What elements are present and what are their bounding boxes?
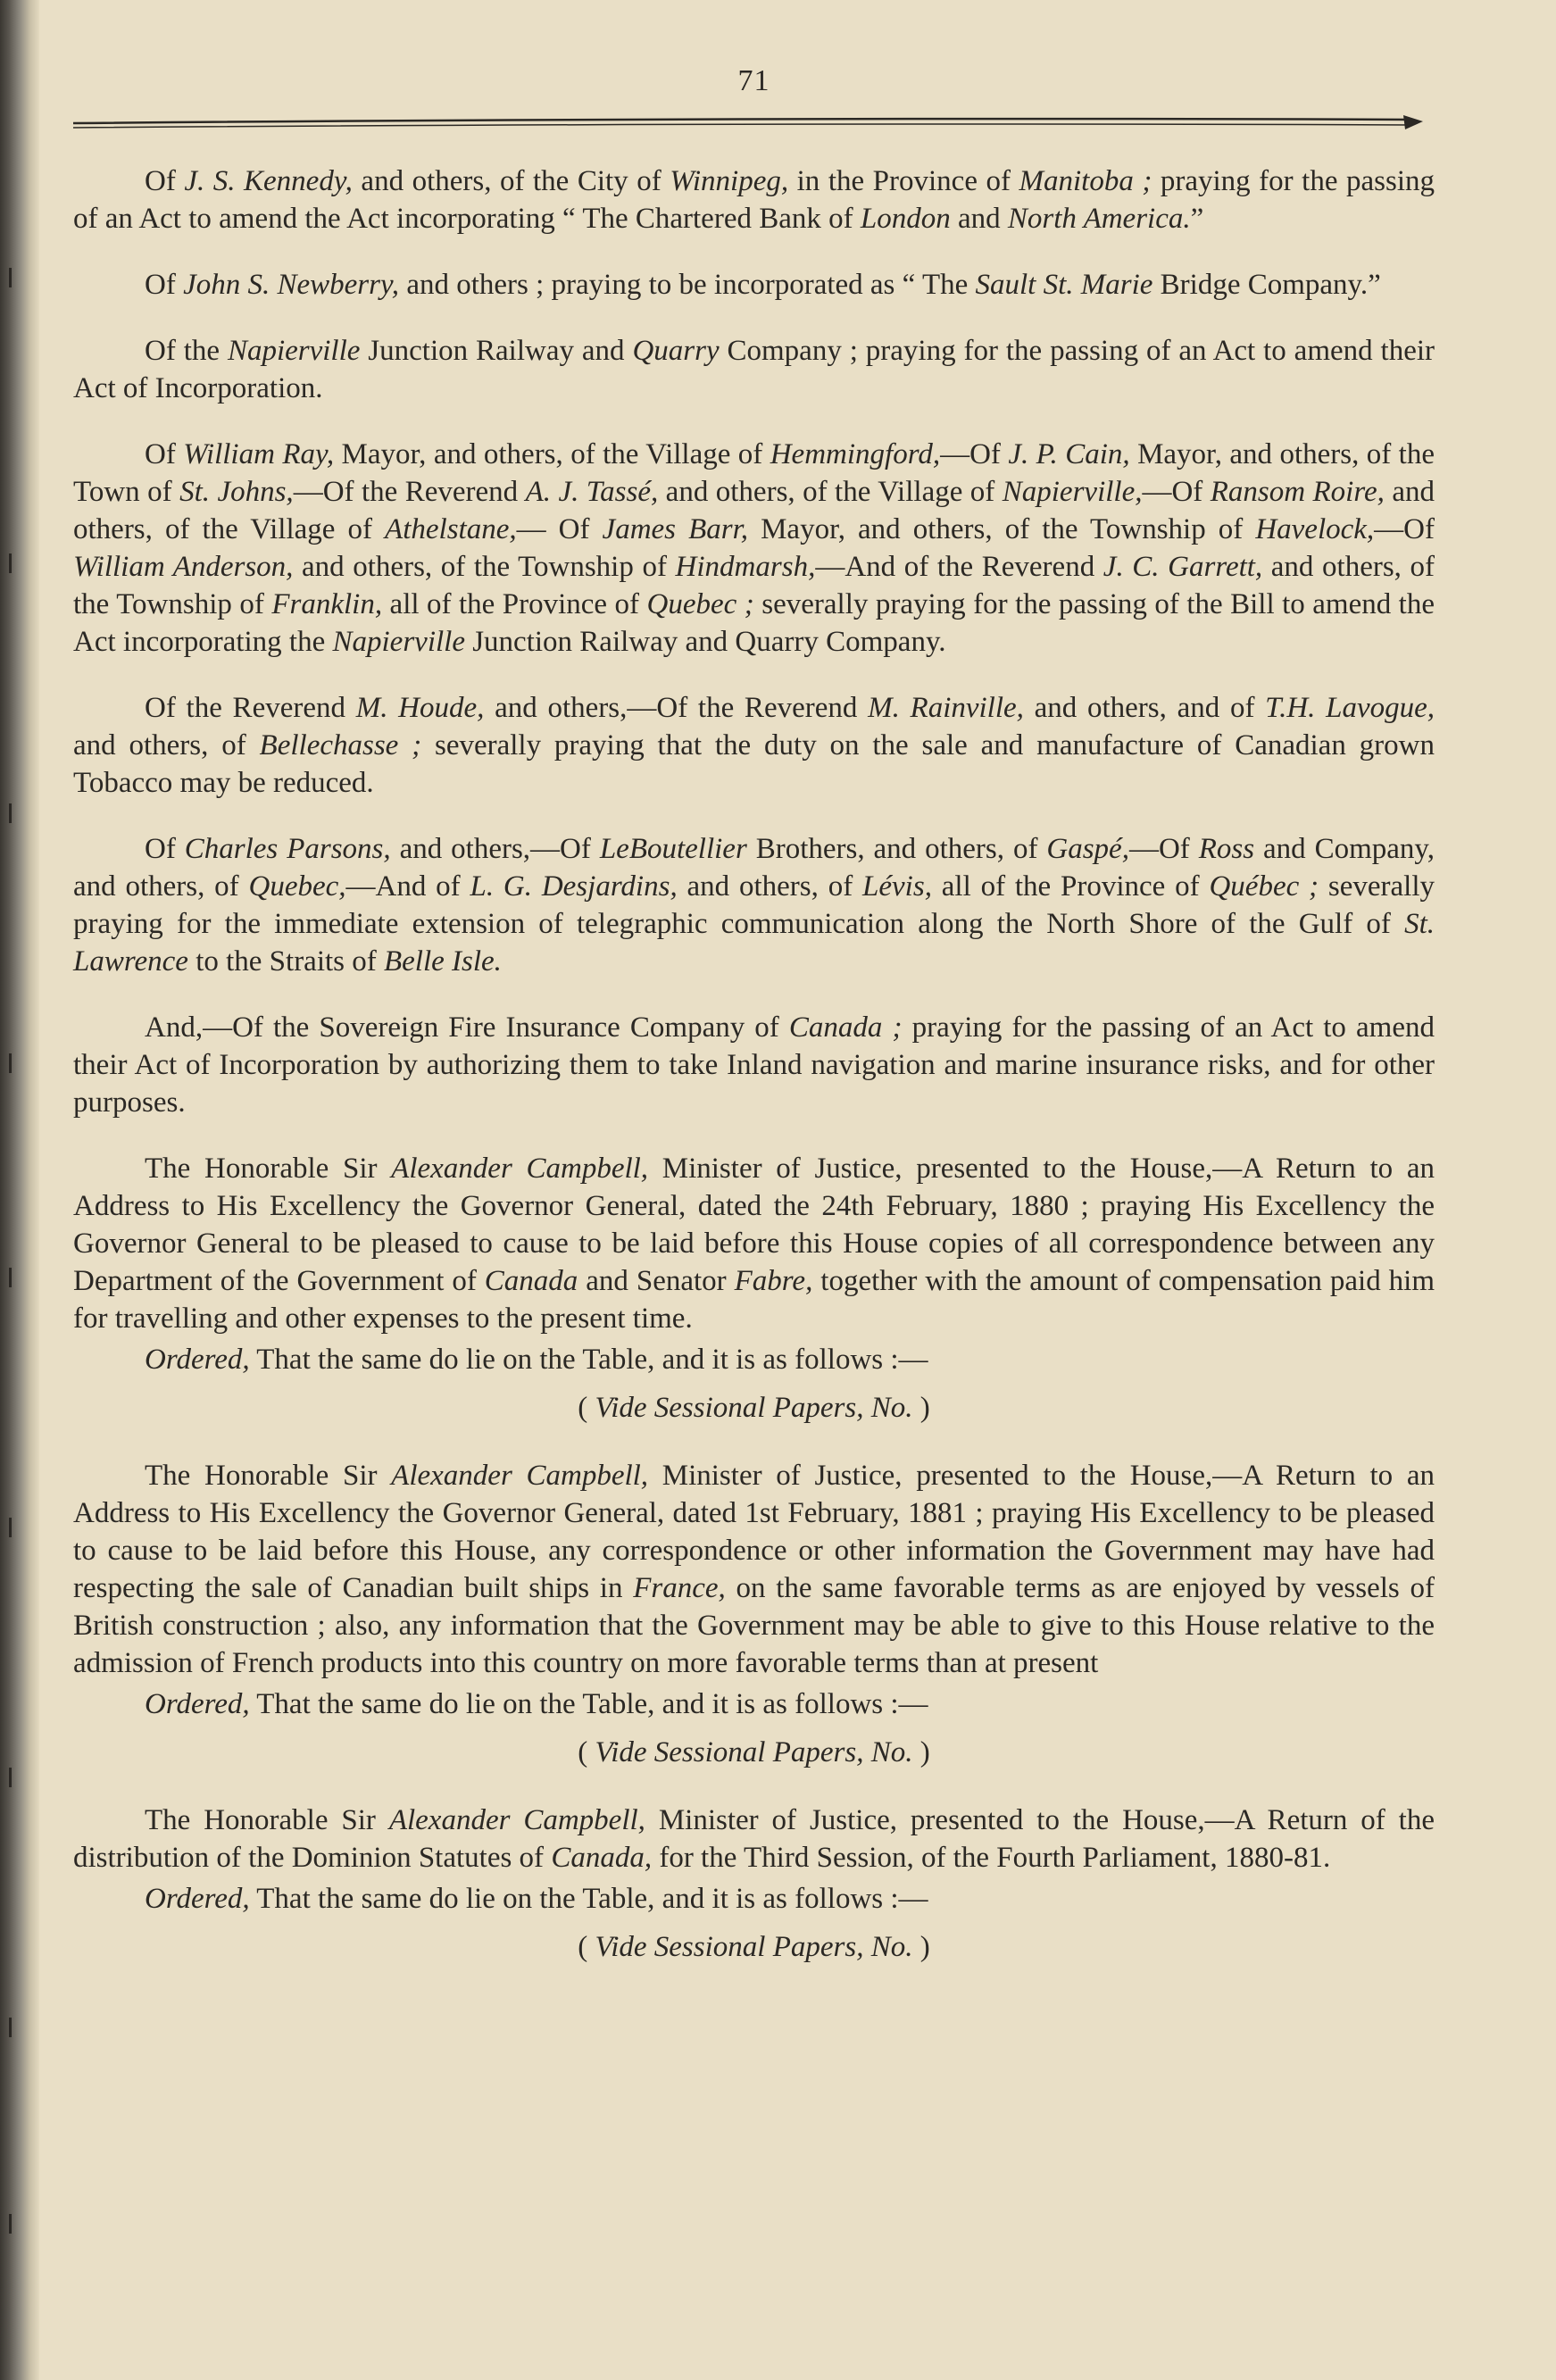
text-run: —Of the Reverend: [293, 476, 526, 508]
text-run: severally praying that the duty on the sale and manufacture of Canadian grown Tobacco may be reduced.: [73, 729, 1435, 799]
ordered-line: [73, 1685, 1435, 1723]
ordered-line: [73, 1341, 1435, 1378]
italic-text: T.H. Lavogue,: [1265, 692, 1435, 724]
petition-paragraph: [73, 162, 1435, 237]
italic-text: William Anderson,: [73, 551, 294, 583]
text-run: and others, of the Township of: [73, 551, 1435, 620]
italic-text: Winnipeg,: [670, 165, 789, 197]
text-run: and Company, and others, of: [73, 833, 1435, 903]
binding-marks: [9, 0, 20, 2380]
italic-text: Ordered,: [145, 1883, 250, 1915]
italic-text: St. Johns,: [179, 476, 294, 508]
return-paragraph: [73, 1457, 1435, 1682]
italic-text: M. Rainville,: [868, 692, 1024, 724]
italic-text: Ross: [1198, 833, 1255, 865]
text-run: ”: [1190, 203, 1204, 235]
text-run: The Honorable Sir: [145, 1804, 389, 1836]
text-run: And,—Of the Sovereign Fire Insurance Company of: [145, 1011, 789, 1044]
text-run: Junction Railway and Quarry Company.: [464, 626, 946, 658]
petition-paragraph: [73, 436, 1435, 661]
italic-text: LeBoutellier: [599, 833, 747, 865]
text-run: —Of: [1142, 476, 1211, 508]
italic-text: Franklin,: [271, 588, 383, 620]
italic-text: Ordered,: [145, 1688, 250, 1720]
text-run: The Honorable Sir: [145, 1153, 392, 1185]
text-run: and others, of: [73, 729, 260, 761]
text-run: (: [578, 1931, 595, 1963]
text-run: to the Straits of: [187, 945, 384, 978]
italic-text: Ransom Roire,: [1210, 476, 1385, 508]
text-run: Minister of Justice, presented to the House,—A Return of the distribution of the Dominion Statutes of: [73, 1804, 1435, 1874]
text-run: (: [578, 1736, 595, 1768]
text-run: and others, of the City of: [352, 165, 670, 197]
italic-text: Sault St. Marie: [975, 269, 1153, 301]
text-run: Of: [145, 438, 184, 470]
italic-text: Canada: [484, 1265, 578, 1297]
text-run: and: [950, 203, 1008, 235]
italic-text: Quarry: [632, 335, 720, 367]
italic-text: Hemmingford,: [770, 438, 941, 470]
italic-text: Alexander Campbell,: [388, 1804, 645, 1836]
italic-text: Bellechasse ;: [259, 729, 422, 761]
text-run: —Of: [1128, 833, 1199, 865]
text-run: Of: [145, 833, 185, 865]
text-run: Junction Railway and: [360, 335, 633, 367]
italic-text: Vide Sessional Papers, No.: [595, 1736, 913, 1768]
italic-text: Hindmarsh,: [675, 551, 816, 583]
text-run: That the same do lie on the Table, and it is as follows :—: [249, 1883, 928, 1915]
text-run: and others, of: [677, 870, 863, 903]
italic-text: Napierville,: [1002, 476, 1143, 508]
text-run: and others, of the Township of: [293, 551, 676, 583]
italic-text: North America.: [1007, 203, 1191, 235]
text-run: Brothers, and others, of: [746, 833, 1047, 865]
text-run: on the same favorable terms as are enjoyed by vessels of British construction ; also, any information that the Government may be able to give to this House relative to the admission of French products into this country on more favorable terms than at present: [73, 1572, 1435, 1679]
italic-text: Quebec ;: [646, 588, 754, 620]
text-run: and Senator: [578, 1265, 735, 1297]
petition-paragraph: [73, 830, 1435, 980]
italic-text: A. J. Tassé,: [525, 476, 659, 508]
text-run: praying for the passing of an Act to amend their Act of Incorporation by authorizing them to take Inland navigation and marine insurance risks, and for other purposes.: [73, 1011, 1435, 1119]
return-paragraph: [73, 1802, 1435, 1877]
text-run: Mayor, and others, of the Village of: [334, 438, 770, 470]
petition-paragraph: [73, 332, 1435, 407]
vide-reference: [73, 1928, 1435, 1966]
italic-text: Vide Sessional Papers, No.: [595, 1931, 913, 1963]
text-run: Company ; praying for the passing of an Act to amend their Act of Incorporation.: [73, 335, 1435, 404]
text-run: ): [912, 1736, 930, 1768]
text-run: Of: [145, 269, 184, 301]
italic-text: L. G. Desjardins,: [470, 870, 678, 903]
text-run: — Of: [516, 513, 603, 545]
petition-paragraph: [73, 266, 1435, 304]
text-run: Mayor, and others, of the Township of: [748, 513, 1256, 545]
petition-paragraph: [73, 1009, 1435, 1121]
italic-text: Alexander Campbell,: [391, 1460, 649, 1492]
text-run: Minister of Justice, presented to the House,—A Return to an Address to His Excellency the Governor General, dated 1st February, 1881 ; praying His Excellency to be pleased to cause to be laid before this House, any correspondence or other information the Government may have had respecting the sale of Canadian built ships in: [73, 1460, 1435, 1604]
text-run: all of the Province of: [931, 870, 1210, 903]
text-run: and others,—Of the Reverend: [484, 692, 869, 724]
return-paragraph: [73, 1150, 1435, 1337]
header-rule: [73, 112, 1435, 132]
text-run: —Of: [940, 438, 1009, 470]
text-run: and others ; praying to be incorporated as “ The: [399, 269, 976, 301]
text-run: Mayor, and others, of the Town of: [73, 438, 1435, 508]
text-run: Of the: [145, 335, 228, 367]
italic-text: London: [860, 203, 951, 235]
text-run: ): [912, 1392, 930, 1424]
text-run: all of the Province of: [382, 588, 647, 620]
text-run: Bridge Company.”: [1152, 269, 1381, 301]
text-run: severally praying for the immediate extension of telegraphic communication along the North Shore of the Gulf of: [73, 870, 1435, 940]
italic-text: Napierville: [332, 626, 465, 658]
petition-paragraph: [73, 689, 1435, 802]
italic-text: Quebec,: [248, 870, 346, 903]
text-run: ): [912, 1931, 930, 1963]
text-run: That the same do lie on the Table, and it is as follows :—: [249, 1688, 928, 1720]
italic-text: Vide Sessional Papers, No.: [595, 1392, 913, 1424]
page-number: 71: [737, 64, 770, 97]
italic-text: Québec ;: [1209, 870, 1319, 903]
italic-text: William Ray,: [183, 438, 335, 470]
returns-section: [73, 1150, 1435, 1966]
italic-text: James Barr,: [602, 513, 749, 545]
vide-reference: [73, 1389, 1435, 1427]
text-run: Minister of Justice, presented to the House,—A Return to an Address to His Excellency the Governor General, dated the 24th February, 1880 ; praying His Excellency the Governor General to be pleased to cause to be laid before this House copies of all correspondence between any Department of the Government of: [73, 1153, 1435, 1297]
text-run: and others, and of: [1023, 692, 1266, 724]
document-page: [73, 54, 1435, 1996]
italic-text: Napierville: [227, 335, 361, 367]
italic-text: France,: [633, 1572, 726, 1604]
petitions-section: [73, 162, 1435, 1121]
italic-text: St. Lawrence: [73, 908, 1435, 978]
text-run: The Honorable Sir: [145, 1460, 392, 1492]
italic-text: Canada ;: [788, 1011, 903, 1044]
text-run: praying for the passing of an Act to amend the Act incorporating “ The Chartered Bank of: [73, 165, 1435, 235]
text-run: (: [578, 1392, 595, 1424]
italic-text: Canada,: [551, 1842, 653, 1874]
text-run: in the Province of: [788, 165, 1019, 197]
text-run: severally praying for the passing of the Bill to amend the Act incorporating the: [73, 588, 1435, 658]
italic-text: J. S. Kennedy,: [184, 165, 353, 197]
text-run: —Of: [1374, 513, 1435, 545]
italic-text: M. Houde,: [355, 692, 485, 724]
vide-reference: [73, 1734, 1435, 1771]
text-run: Of: [145, 165, 185, 197]
ordered-line: [73, 1880, 1435, 1918]
italic-text: Ordered,: [145, 1344, 250, 1376]
text-run: Of the Reverend: [145, 692, 356, 724]
italic-text: Charles Parsons,: [184, 833, 391, 865]
italic-text: John S. Newberry,: [183, 269, 400, 301]
italic-text: Manitoba ;: [1019, 165, 1152, 197]
text-run: That the same do lie on the Table, and it is as follows :—: [249, 1344, 928, 1376]
italic-text: Lévis,: [862, 870, 932, 903]
book-spine-shadow: [0, 0, 39, 2380]
italic-text: J. P. Cain,: [1008, 438, 1130, 470]
text-run: together with the amount of compensation paid him for travelling and other expenses to the present time.: [73, 1265, 1435, 1335]
italic-text: Alexander Campbell,: [391, 1153, 649, 1185]
italic-text: Havelock,: [1255, 513, 1375, 545]
text-run: and others, of the Village of: [73, 476, 1435, 545]
italic-text: Gaspé,: [1046, 833, 1129, 865]
text-run: for the Third Session, of the Fourth Parliament, 1880-81.: [652, 1842, 1331, 1874]
italic-text: J. C. Garrett,: [1103, 551, 1263, 583]
italic-text: Athelstane,: [385, 513, 517, 545]
italic-text: Fabre,: [734, 1265, 813, 1297]
italic-text: Belle Isle.: [384, 945, 502, 978]
text-run: and others, of the Village of: [658, 476, 1003, 508]
text-run: —And of the Reverend: [815, 551, 1103, 583]
text-run: —And of: [345, 870, 470, 903]
text-run: and others,—Of: [390, 833, 600, 865]
